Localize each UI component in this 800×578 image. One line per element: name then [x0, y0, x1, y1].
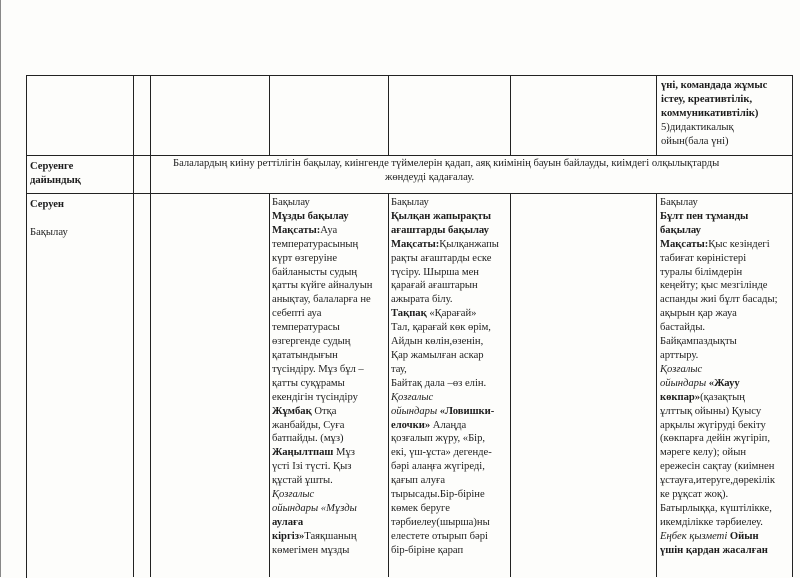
- column-line: [391, 363, 499, 377]
- line-text: Еңбек қызметі: [660, 530, 728, 542]
- column-line: [391, 224, 499, 238]
- column-line: [391, 446, 499, 460]
- column-line: [272, 544, 372, 558]
- text-line: жөндеуді қадағалау.: [385, 171, 475, 183]
- column-line: [660, 335, 778, 349]
- line-text: ойындары: [391, 405, 438, 417]
- observation-column-c: [660, 196, 778, 558]
- line-text: Байтақ дала –өз елін.: [391, 377, 487, 389]
- line-text: ойындары «Мұзды: [272, 502, 357, 514]
- line-text: туралы білімдерін: [660, 266, 743, 278]
- line-text-rest: «Ловишки-: [437, 405, 495, 417]
- cell-line: істеу, креативтілік,: [661, 93, 753, 105]
- column-line: [660, 266, 778, 280]
- line-text: ке рұқсат жоқ).: [660, 489, 729, 501]
- column-line: [272, 363, 372, 377]
- column-line: [391, 321, 499, 335]
- line-text: Бұлт пен тұманды: [660, 210, 749, 222]
- row-rule-1: [26, 155, 793, 156]
- column-line: [391, 196, 499, 210]
- walk-prep-text: [173, 157, 719, 185]
- line-text: Бақылау: [660, 197, 698, 208]
- line-text: Мұзды бақылау: [272, 210, 349, 222]
- walk-label: Серуен: [30, 199, 65, 210]
- line-text: қататындығын: [272, 349, 338, 361]
- cell-line: 5)дидактикалық: [661, 121, 734, 133]
- line-text: кіргіз»: [272, 530, 305, 542]
- line-text: Жұмбақ: [272, 405, 312, 417]
- line-text-rest: Ауа: [320, 224, 338, 236]
- column-line: [660, 446, 778, 460]
- line-text: табиғат көріністері: [660, 252, 747, 264]
- column-line: [272, 266, 372, 280]
- column-line: [391, 210, 499, 224]
- line-text: түсіндіру. Мұз бұл –: [272, 363, 364, 375]
- line-text: Қар жамылған аскар: [391, 349, 484, 361]
- line-text: температурасының: [272, 238, 359, 250]
- col-rule-4: [388, 75, 389, 577]
- column-line: [391, 252, 499, 266]
- line-text: Қозғалыс: [272, 489, 315, 501]
- line-text: өзгергенде судың: [272, 336, 351, 348]
- column-line: [391, 377, 499, 391]
- line-text: үшін қардан жасалған: [660, 544, 768, 556]
- line-text-rest: «Жауу: [706, 377, 740, 389]
- line-text: Бақылау: [391, 197, 429, 208]
- column-line: [660, 210, 778, 224]
- column-line: [272, 405, 372, 419]
- line-text: құстай ұшты.: [272, 475, 333, 487]
- column-line: [391, 488, 499, 502]
- line-text-rest: Отқа: [311, 405, 337, 417]
- column-line: [660, 377, 778, 391]
- col-rule-7: [792, 75, 793, 577]
- column-line: [660, 279, 778, 293]
- line-text: (көкпарға дейін жүгіріп,: [660, 433, 770, 445]
- column-line: [660, 544, 778, 558]
- line-text: ойындары: [660, 377, 707, 389]
- column-line: [660, 516, 778, 530]
- line-text: бастайды.: [660, 322, 706, 334]
- column-line: [391, 266, 499, 280]
- line-text-rest: Алаңда: [430, 419, 467, 431]
- line-text: байланысты судың: [272, 266, 358, 278]
- line-text: ақырын қар жауа: [660, 308, 737, 320]
- line-text: анықтау, балаларға не: [272, 294, 371, 306]
- line-text: бәрі алаңға жүгіреді,: [391, 461, 485, 473]
- column-line: [391, 516, 499, 530]
- line-text: аспанды жиі бұлт басады;: [660, 294, 778, 306]
- column-line: [391, 307, 499, 321]
- column-line: [272, 196, 372, 210]
- line-text: температурасы: [272, 322, 340, 334]
- line-text: көмегімен мұзды: [272, 544, 350, 556]
- line-text: Қозғалыс: [391, 391, 434, 403]
- line-text: ағаштарды бақылау: [391, 224, 489, 236]
- column-line: [391, 544, 499, 558]
- line-text: Қозғалыс: [660, 363, 703, 375]
- cell-line: үні, командада жұмыс: [661, 80, 768, 91]
- line-text: қатты күйге айналуын: [272, 280, 373, 292]
- line-text: қарағай ағаштарын: [391, 280, 478, 292]
- line-text: Мақсаты:: [660, 238, 709, 250]
- line-text: рақты ағаштарды еске: [391, 252, 492, 264]
- observation-column-a: [272, 196, 372, 558]
- line-text: ұстауға,итеруге,дөрекілік: [660, 475, 776, 487]
- column-line: [272, 530, 372, 544]
- line-text: елестете отырып бәрі: [391, 530, 488, 542]
- column-line: [660, 405, 778, 419]
- line-text: мәреге келу); ойын: [660, 447, 747, 459]
- text-line: Балалардың киіну реттілігін бақылау, киінгенде түймелерін қадап, аяқ киімінің бауын байлауды, киімдегі олқылықтарды: [173, 158, 720, 169]
- column-line: [660, 474, 778, 488]
- line-text: Мақсаты:: [391, 238, 440, 250]
- line-text: батпайды. (мұз): [272, 433, 344, 445]
- line-text: бақылау: [660, 224, 701, 236]
- column-line: [391, 391, 499, 405]
- column-line: [272, 349, 372, 363]
- top-right-cell: [661, 79, 767, 149]
- column-line: [272, 446, 372, 460]
- column-line: [660, 321, 778, 335]
- column-line: [660, 460, 778, 474]
- line-text: екендігін түсіндіру: [272, 391, 358, 403]
- line-text: Батырлыққа, күштілікке,: [660, 502, 772, 514]
- column-line: [660, 196, 778, 210]
- line-text: елочки»: [391, 419, 431, 431]
- line-text: икемділікке тәрбиелеу.: [660, 516, 763, 528]
- line-text: Жаңылтпаш: [272, 447, 334, 459]
- line-text: түсіру. Шырша мен: [391, 266, 479, 278]
- column-line: [391, 419, 499, 433]
- column-line: [272, 238, 372, 252]
- column-line: [660, 363, 778, 377]
- column-line: [660, 391, 778, 405]
- column-line: [272, 502, 372, 516]
- walk-sub-label: Бақылау: [30, 227, 68, 238]
- line-text: тырысады.Бір-біріне: [391, 489, 485, 501]
- cell-line: ойын(бала үні): [661, 135, 729, 147]
- line-text: ажырата білу.: [391, 294, 453, 306]
- column-line: [660, 488, 778, 502]
- line-text: ұлттық ойыны) Қуысу: [660, 405, 762, 417]
- line-text-rest: (қазақтың: [700, 391, 745, 403]
- line-text: ережесін сақтау (киімнен: [660, 461, 775, 473]
- line-text: Қылқан жапырақты: [391, 210, 492, 222]
- column-line: [272, 474, 372, 488]
- column-line: [391, 460, 499, 474]
- column-line: [391, 405, 499, 419]
- col-rule-2: [150, 75, 151, 577]
- column-line: [272, 516, 372, 530]
- line-text: қағып алуға: [391, 475, 446, 487]
- column-line: [391, 335, 499, 349]
- column-line: [391, 530, 499, 544]
- page-left-edge: [0, 0, 1, 577]
- column-line: [660, 432, 778, 446]
- line-text: тау,: [391, 363, 407, 375]
- column-line: [660, 419, 778, 433]
- col-rule-5: [510, 75, 511, 577]
- line-text: себепті ауа: [272, 308, 322, 320]
- column-line: [272, 460, 372, 474]
- column-line: [660, 502, 778, 516]
- line-text: қатты суқұрамы: [272, 377, 345, 389]
- column-line: [272, 252, 372, 266]
- column-line: [660, 224, 778, 238]
- line-text-rest: Қыс кезіндегі: [708, 238, 770, 250]
- line-text: арқылы жүгіруді бекіту: [660, 419, 766, 431]
- column-line: [391, 293, 499, 307]
- line-text-rest: Ойын: [727, 530, 759, 542]
- line-text: Мақсаты:: [272, 224, 321, 236]
- col-rule-3: [269, 75, 270, 577]
- column-line: [391, 432, 499, 446]
- column-line: [391, 474, 499, 488]
- line-text: қозғалып жүру, «Бір,: [391, 433, 486, 445]
- label-line: дайындық: [30, 174, 81, 186]
- line-text: аулаға: [272, 516, 304, 528]
- line-text-rest: Мұз: [333, 447, 355, 459]
- col-rule-1: [133, 75, 134, 577]
- line-text: Байқампаздықты: [660, 336, 737, 348]
- column-line: [660, 307, 778, 321]
- line-text: арттыру.: [660, 349, 699, 361]
- column-line: [391, 349, 499, 363]
- column-line: [272, 432, 372, 446]
- col-rule-6: [656, 75, 657, 577]
- line-text-rest: Қылқанжапы: [439, 238, 499, 250]
- line-text-rest: Таяқшаның: [304, 530, 357, 542]
- line-text: жанбайды, Суға: [272, 419, 345, 431]
- column-line: [272, 293, 372, 307]
- column-line: [272, 210, 372, 224]
- cell-line: коммуникативтілік): [661, 107, 759, 119]
- observation-column-b: [391, 196, 499, 558]
- column-line: [272, 321, 372, 335]
- line-text: екі, үш-ұста» дегенде-: [391, 447, 492, 459]
- line-text: көкпар»: [660, 391, 701, 403]
- row-rule-2: [26, 193, 793, 194]
- line-text: Тақпақ: [391, 308, 427, 320]
- label-line: Серуенге: [30, 161, 74, 172]
- column-line: [272, 377, 372, 391]
- column-line: [660, 530, 778, 544]
- column-line: [660, 238, 778, 252]
- column-line: [391, 238, 499, 252]
- line-text: күрт өзгеруіне: [272, 252, 338, 264]
- column-line: [391, 502, 499, 516]
- column-line: [272, 224, 372, 238]
- column-line: [272, 419, 372, 433]
- column-line: [391, 279, 499, 293]
- line-text: Бақылау: [272, 197, 310, 208]
- line-text: көмек беруге: [391, 502, 450, 514]
- column-line: [660, 293, 778, 307]
- line-text: бір-біріне қарап: [391, 544, 464, 556]
- column-line: [272, 488, 372, 502]
- column-line: [272, 279, 372, 293]
- column-line: [272, 307, 372, 321]
- column-line: [272, 391, 372, 405]
- line-text: Айдын көлін,өзенін,: [391, 336, 484, 348]
- column-line: [272, 335, 372, 349]
- line-text: Тал, қарағай көк өрім,: [391, 322, 491, 334]
- walk-prep-label: [30, 160, 81, 188]
- column-line: [660, 349, 778, 363]
- column-line: [660, 252, 778, 266]
- line-text: кеңейту; қыс мезгілінде: [660, 280, 768, 292]
- line-text: үсті Ізі түсті. Қыз: [272, 461, 352, 473]
- line-text-rest: «Қарағай»: [426, 308, 477, 320]
- line-text: тәрбиелеу(шырша)ны: [391, 516, 490, 528]
